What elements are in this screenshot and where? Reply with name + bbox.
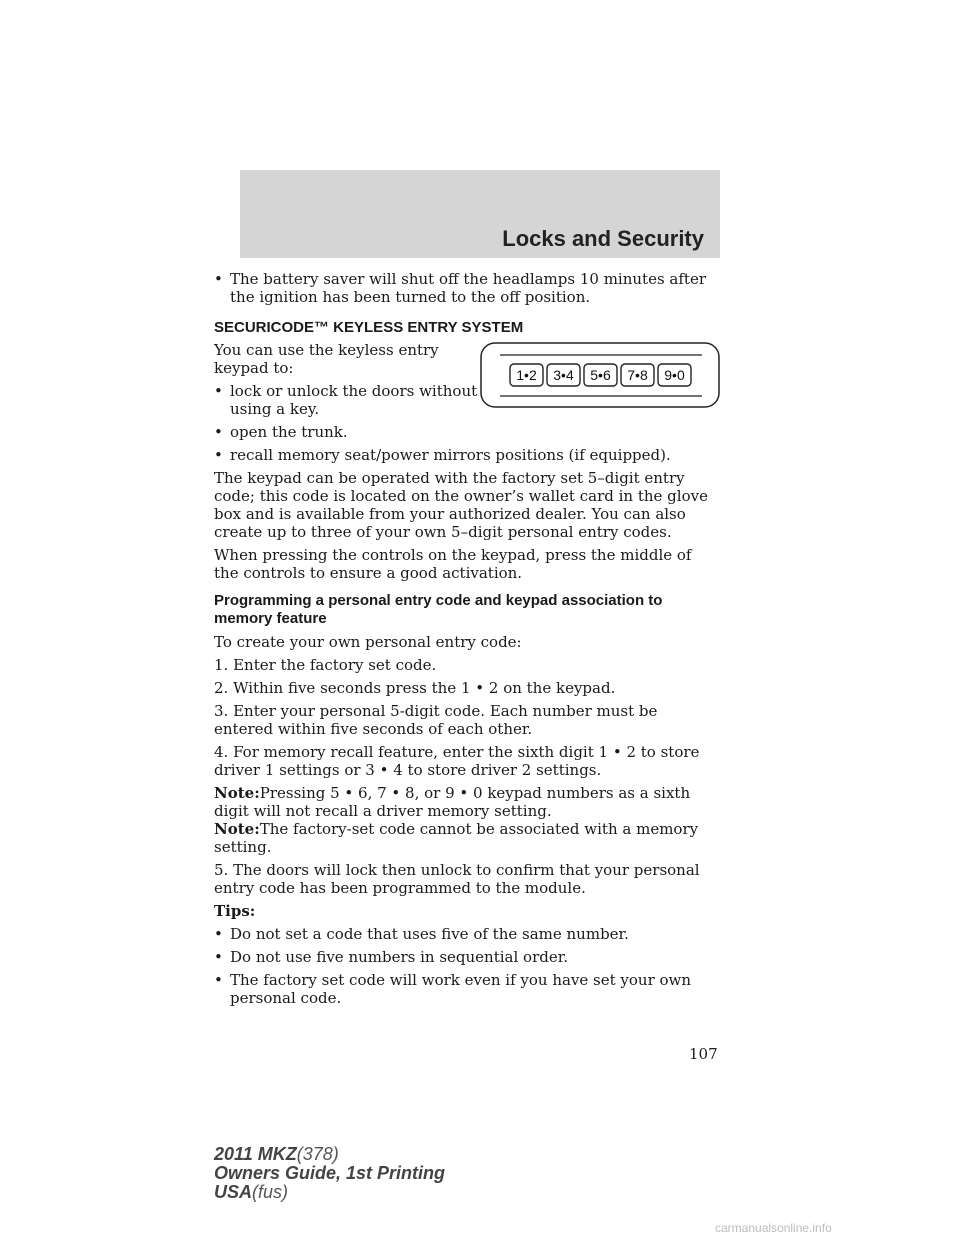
print-footer [214, 1145, 445, 1202]
use-bullet [214, 423, 720, 441]
use-bullet-text: open the trunk. [230, 423, 348, 441]
footer-market: USA [214, 1182, 253, 1202]
tip-text: Do not use five numbers in sequential order. [230, 948, 569, 966]
factory-code-paragraph: The keypad can be operated with the factory set 5–digit entry code; this code is located on the owner’s wallet card in the glove box and is available from your authorized dealer. You can also create up to three of your own 5–digit personal entry codes. [214, 469, 708, 541]
use-bullet [214, 446, 720, 464]
bullet-dot: • [214, 446, 223, 464]
keypad-button-label: 3•4 [553, 367, 574, 383]
note-label: Note: [214, 784, 260, 802]
bullet-dot: • [214, 270, 223, 288]
use-bullet-text: recall memory seat/power mirrors positions (if equipped). [230, 446, 671, 464]
section-heading: SECURICODE™ KEYLESS ENTRY SYSTEM [214, 319, 524, 336]
keypad-button-label: 7•8 [627, 367, 648, 383]
keypad-button-label: 5•6 [590, 367, 611, 383]
tip-text: Do not set a code that uses five of the same number. [230, 925, 629, 943]
bullet-dot: • [214, 382, 223, 400]
note-1 [214, 784, 720, 820]
step-2: 2. Within five seconds press the 1 • 2 on the keypad. [214, 679, 616, 697]
keypad-button-label: 9•0 [664, 367, 685, 383]
intro-text: You can use the keyless entry keypad to: [214, 341, 439, 377]
keypad-press-paragraph: When pressing the controls on the keypad, press the middle of the controls to ensure a good activation. [214, 546, 692, 582]
footer-line-3 [214, 1183, 445, 1202]
keypad-button-label: 1•2 [516, 367, 537, 383]
bullet-dot: • [214, 925, 223, 943]
page-number: 107 [689, 1045, 718, 1063]
section-title-header: Locks and Security [502, 226, 704, 251]
programming-subheading: Programming a personal entry code and keypad association to memory feature [214, 592, 663, 627]
page-content [214, 270, 720, 1007]
note-2 [214, 820, 720, 856]
bullet-dot: • [214, 948, 223, 966]
use-bullet [214, 382, 480, 418]
use-bullet-text: lock or unlock the doors without using a key. [230, 382, 478, 418]
bullet-dot: • [214, 423, 223, 441]
step-1: 1. Enter the factory set code. [214, 656, 437, 674]
tip-bullet [214, 925, 720, 943]
footer-model: 2011 MKZ [214, 1144, 297, 1164]
tip-text: The factory set code will work even if you have set your own personal code. [230, 971, 692, 1007]
tips-label: Tips: [214, 902, 256, 920]
steps-intro: To create your own personal entry code: [214, 633, 522, 651]
step-5: 5. The doors will lock then unlock to confirm that your personal entry code has been programmed to the module. [214, 861, 700, 897]
footer-edition: Owners Guide, 1st Printing [214, 1163, 446, 1183]
bullet-dot: • [214, 971, 223, 989]
tip-bullet [214, 971, 720, 1007]
note-label: Note: [214, 820, 260, 838]
watermark: carmanualsonline.info [715, 1221, 832, 1235]
note-text: The factory-set code cannot be associated with a memory setting. [214, 820, 699, 856]
step-4: 4. For memory recall feature, enter the sixth digit 1 • 2 to store driver 1 settings or 3 • 4 to store driver 2 settings. [214, 743, 700, 779]
section-header-band [240, 170, 720, 258]
battery-saver-bullet [214, 270, 720, 306]
note-text: Pressing 5 • 6, 7 • 8, or 9 • 0 keypad numbers as a sixth digit will not recall a driver memory setting. [214, 784, 691, 820]
footer-line-2 [214, 1164, 445, 1183]
tip-bullet [214, 948, 720, 966]
battery-saver-text: The battery saver will shut off the headlamps 10 minutes after the ignition has been turned to the off position. [230, 270, 706, 306]
step-3: 3. Enter your personal 5-digit code. Each number must be entered within five seconds of each other. [214, 702, 658, 738]
footer-line-1 [214, 1145, 445, 1164]
footer-model-code: (378) [296, 1144, 339, 1164]
footer-market-code: (fus) [252, 1182, 289, 1202]
